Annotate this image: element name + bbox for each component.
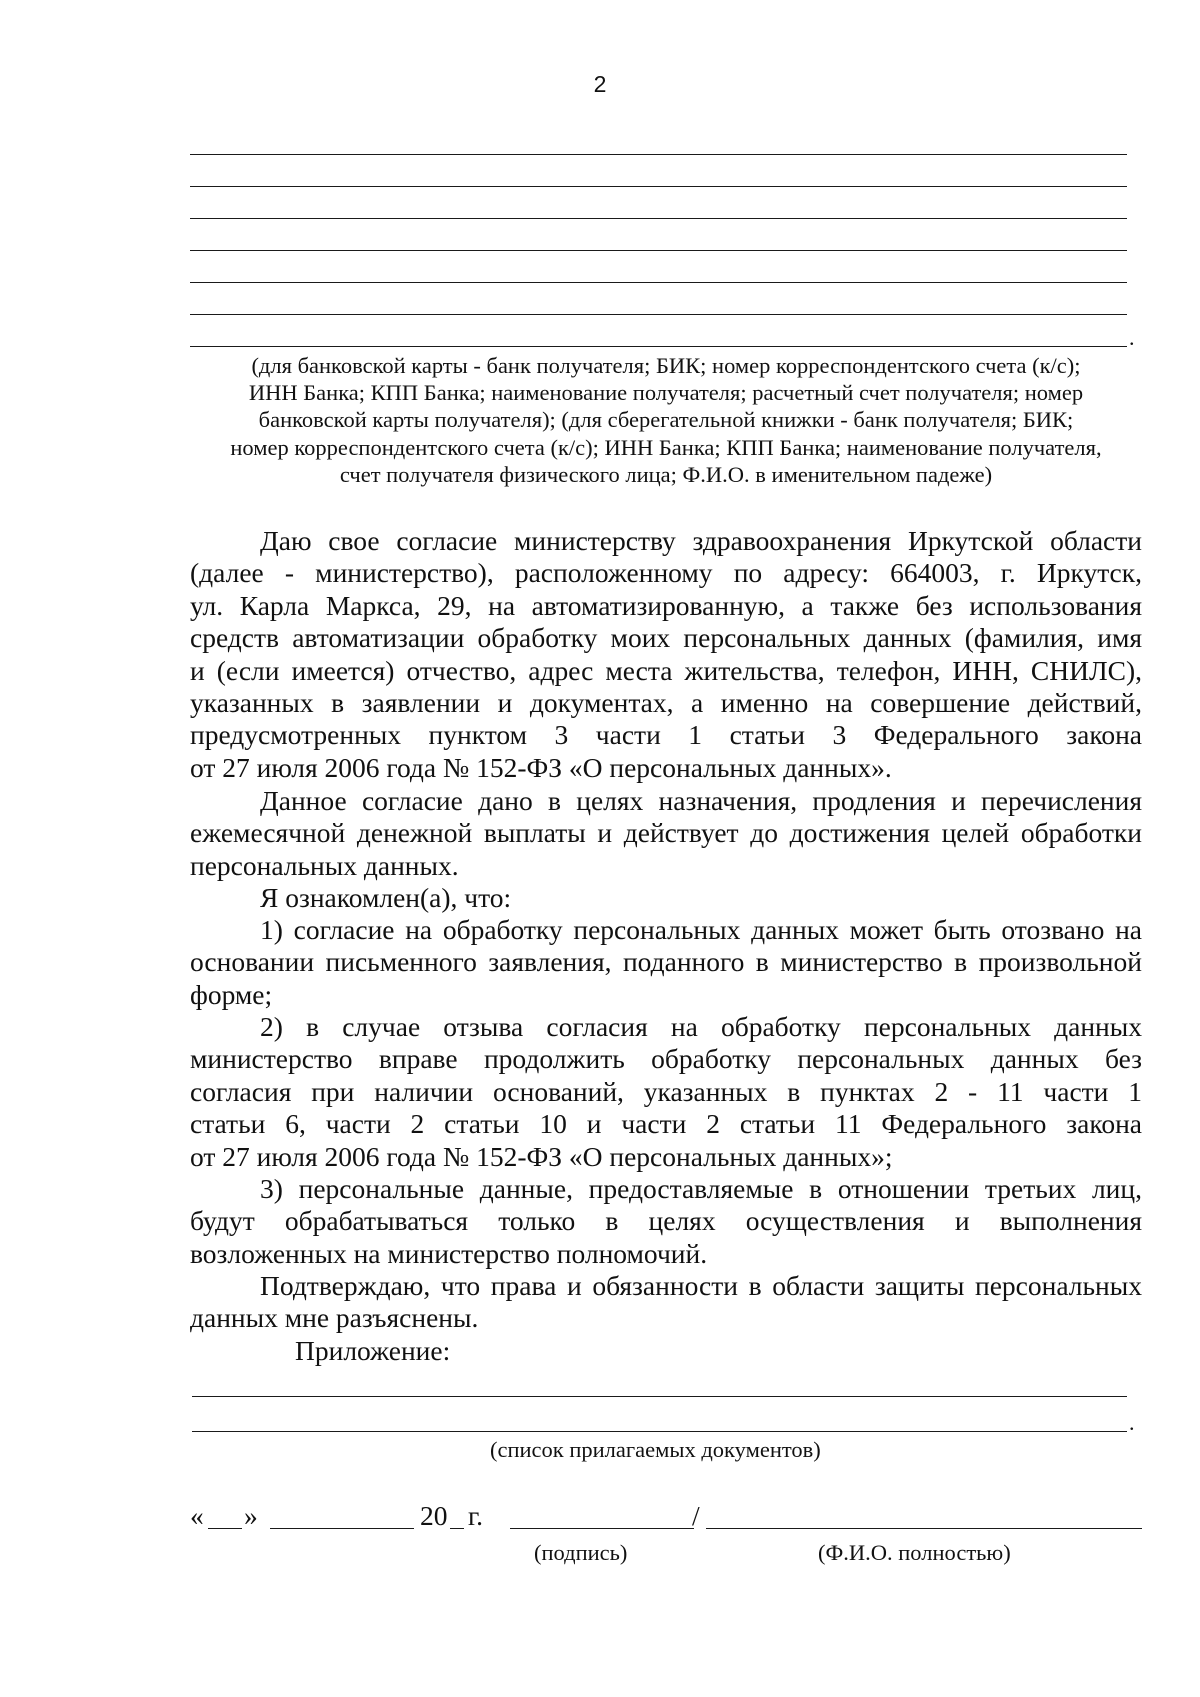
confirmation-line: данных мне разъяснены. [190, 1302, 479, 1334]
item-3-line: будут обрабатываться только в целях осуществления и выполнения [190, 1205, 1142, 1237]
bank-details-period: . [1129, 325, 1135, 350]
item-2-line: 2) в случае отзыва согласия на обработку персональных данных [260, 1011, 1142, 1042]
purpose-paragraph [190, 785, 1142, 882]
confirmation-paragraph [190, 1270, 1142, 1335]
month-field[interactable] [270, 1528, 414, 1529]
item-1-paragraph [190, 914, 1142, 1011]
purpose-line: Данное согласие дано в целях назначения, продления и перечисления [260, 785, 1142, 816]
purpose-line: персональных данных. [190, 849, 459, 881]
item-2-line: министерство вправе продолжить обработку персональных данных без [190, 1043, 1142, 1075]
item-2-line: согласия при наличии оснований, указанных в пунктах 2 - 11 части 1 [190, 1075, 1142, 1107]
open-quote: « [190, 1500, 204, 1531]
confirmation-line: Подтверждаю, что права и обязанности в области защиты персональных [260, 1270, 1142, 1301]
hint-line: номер корреспондентского счета (к/с); ИНН Банка; КПП Банка; наименование получателя, [230, 434, 1102, 460]
attachment-section [190, 1335, 1142, 1367]
item-1-line: основании письменного заявления, поданного в министерство в произвольной [190, 946, 1142, 978]
bank-details-hint [186, 352, 1146, 488]
consent-paragraph [190, 525, 1142, 784]
bank-details-line-3[interactable] [190, 218, 1127, 219]
purpose-line: ежемесячной денежной выплаты и действует до достижения целей обработки [190, 817, 1142, 849]
signature-caption: (подпись) [534, 1540, 628, 1565]
hint-line: ИНН Банка; КПП Банка; наименование получателя; расчетный счет получателя; номер [248, 380, 1084, 406]
bank-details-line-6[interactable] [190, 314, 1127, 315]
attachment-period: . [1129, 1410, 1135, 1435]
acknowledgement [190, 882, 1142, 914]
consent-line: ул. Карла Маркса, 29, на автоматизированную, а также без использования [190, 589, 1142, 621]
consent-line: от 27 июля 2006 года № 152-ФЗ «О персональных данных». [190, 751, 892, 783]
item-2-line: от 27 июля 2006 года № 152-ФЗ «О персональных данных»; [190, 1140, 893, 1172]
consent-line: и (если имеется) отчество, адрес места жительства, телефон, ИНН, СНИЛС), [190, 654, 1142, 686]
bank-details-line-2[interactable] [190, 186, 1127, 187]
day-field[interactable] [208, 1528, 242, 1529]
consent-line: предусмотренных пунктом 3 части 1 статьи 3 Федерального закона [190, 719, 1142, 751]
item-1-line: 1) согласие на обработку персональных данных может быть отозвано на [260, 914, 1142, 945]
signature-row [190, 1500, 1146, 1536]
bank-details-line-7[interactable] [190, 346, 1127, 347]
hint-line: счет получателя физического лица; Ф.И.О. в именительном падеже) [339, 461, 993, 487]
item-3-line: возложенных на министерство полномочий. [190, 1237, 708, 1269]
year-field[interactable] [450, 1528, 464, 1529]
signature-field[interactable] [510, 1528, 694, 1529]
signature-separator: / [692, 1500, 700, 1531]
item-2-paragraph [190, 1011, 1142, 1173]
hint-line: банковской карты получателя); (для сберегательной книжки - банк получателя; БИК; [258, 407, 1074, 433]
attachment-line-1[interactable] [192, 1396, 1127, 1397]
year-suffix: г. [468, 1500, 484, 1531]
attachment-caption: (список прилагаемых документов) [490, 1437, 821, 1462]
close-quote: » [244, 1500, 258, 1531]
consent-line: Даю свое согласие министерству здравоохранения Иркутской области [260, 525, 1142, 556]
full-name-caption: (Ф.И.О. полностью) [818, 1540, 1011, 1565]
item-2-line: статьи 6, части 2 статьи 10 и части 2 статьи 11 Федерального закона [190, 1108, 1142, 1140]
attachment-label: Приложение: [295, 1335, 451, 1366]
bank-details-line-1[interactable] [190, 154, 1127, 155]
item-3-line: 3) персональные данные, предоставляемые в отношении третьих лиц, [260, 1173, 1142, 1204]
page-number: 2 [593, 71, 607, 97]
hint-line: (для банковской карты - банк получателя; БИК; номер корреспондентского счета (к/с); [251, 353, 1081, 378]
bank-details-line-5[interactable] [190, 282, 1127, 283]
consent-line: (далее - министерство), расположенному по адресу: 664003, г. Иркутск, [190, 557, 1142, 589]
consent-line: средств автоматизации обработку моих персональных данных (фамилия, имя [190, 622, 1142, 654]
full-name-field[interactable] [706, 1528, 1142, 1529]
year-prefix: 20 [420, 1500, 448, 1531]
item-1-line: форме; [190, 978, 273, 1010]
attachment-line-2[interactable] [192, 1431, 1127, 1432]
item-3-paragraph [190, 1173, 1142, 1270]
bank-details-line-4[interactable] [190, 250, 1127, 251]
acknowledgement-line: Я ознакомлен(а), что: [260, 882, 512, 913]
consent-line: указанных в заявлении и документах, а именно на совершение действий, [190, 687, 1142, 719]
